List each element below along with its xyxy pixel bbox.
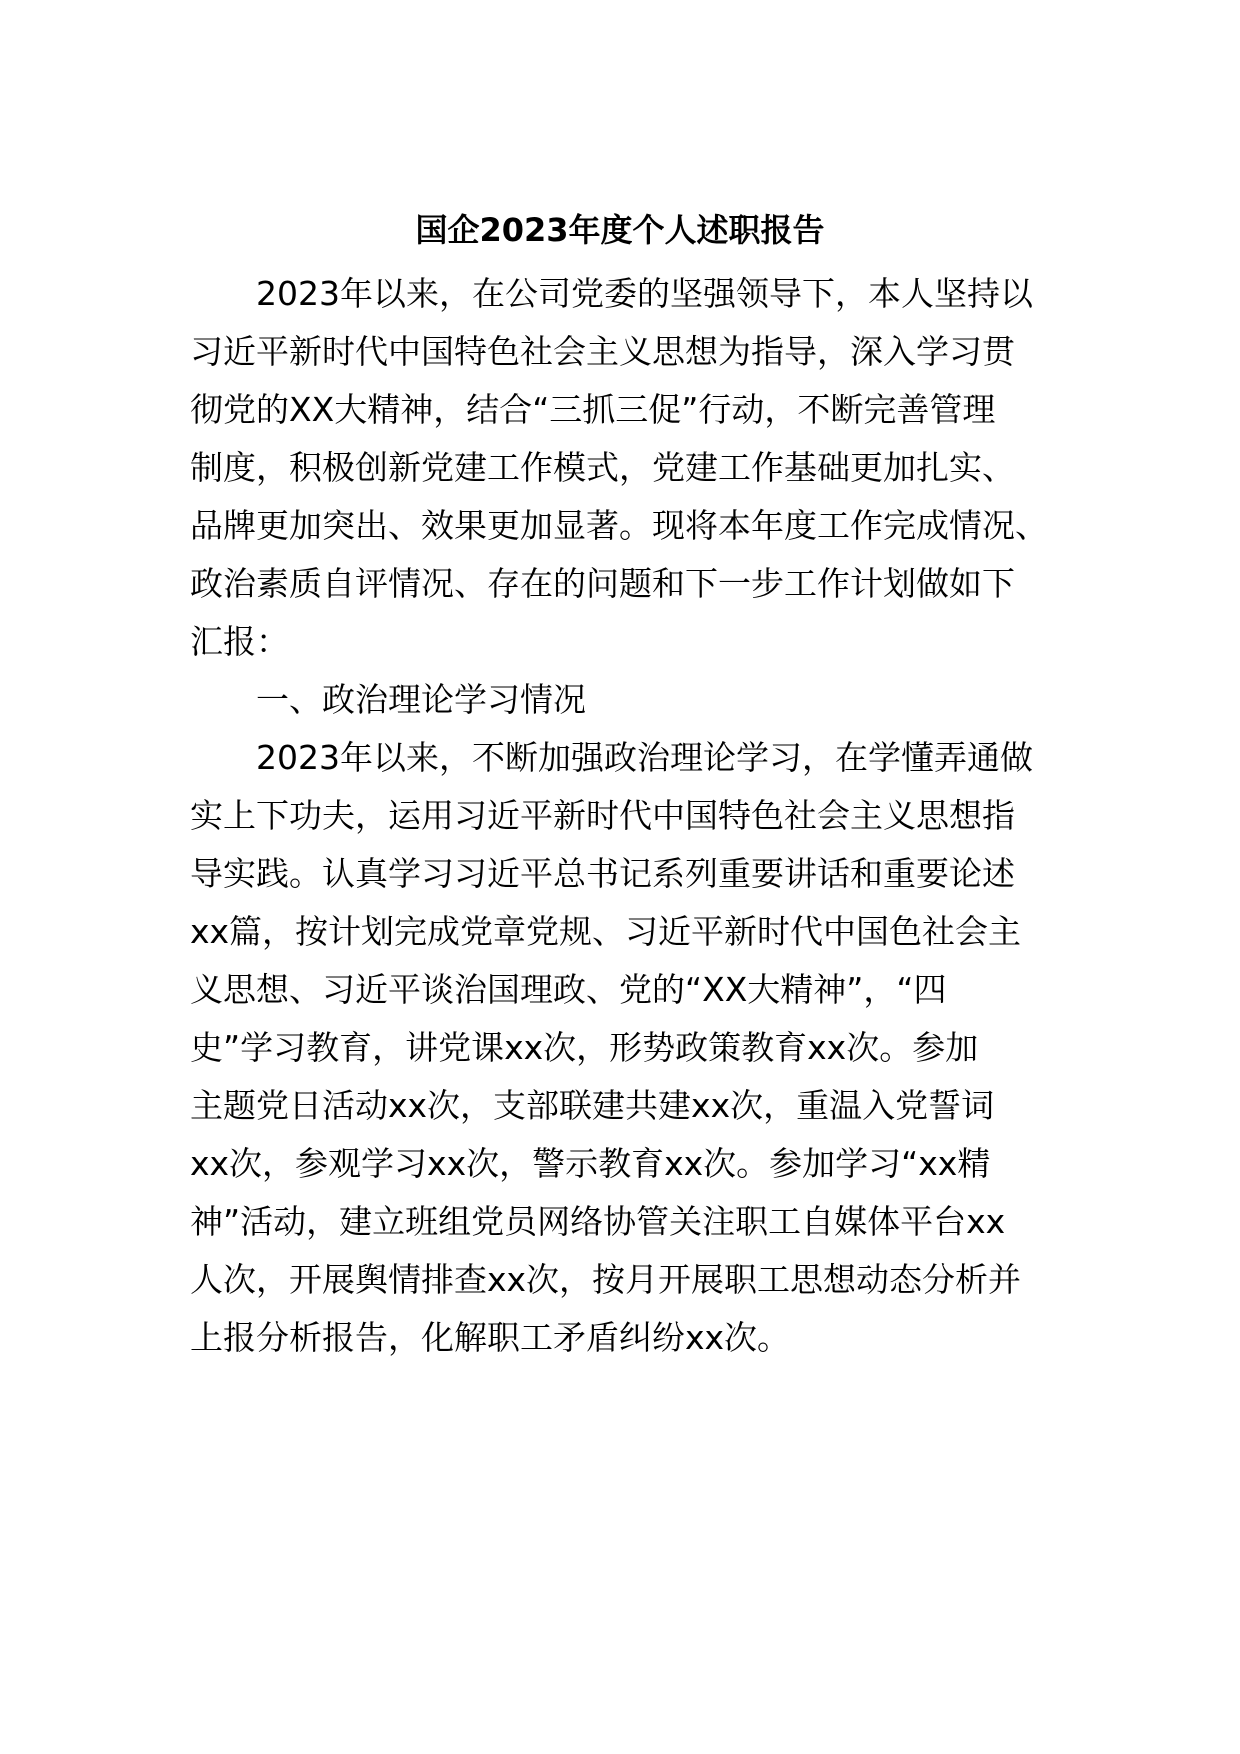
paragraph-line: 上报分析报告，化解职工矛盾纠纷xx次。 xyxy=(190,1318,791,1357)
paragraph-line: 实上下功夫，运用习近平新时代中国特色社会主义思想指 xyxy=(190,796,1015,835)
paragraph-line: 品牌更加突出、效果更加显著。现将本年度工作完成情况、 xyxy=(190,506,1048,545)
paragraph-line: 彻党的XX大精神，结合“三抓三促”行动，不断完善管理 xyxy=(190,390,996,429)
paragraph-line: 义思想、习近平谈治国理政、党的“XX大精神”，“四 xyxy=(190,970,947,1009)
paragraph-line: 史”学习教育，讲党课xx次，形势政策教育xx次。参加 xyxy=(190,1028,979,1067)
paragraph-line: xx次，参观学习xx次，警示教育xx次。参加学习“xx精 xyxy=(190,1144,991,1183)
paragraph-line: 2023年以来，在公司党委的坚强领导下，本人坚持以 xyxy=(256,274,1033,313)
paragraph-line: 汇报： xyxy=(190,622,289,661)
paragraph-line: 2023年以来，不断加强政治理论学习，在学懂弄通做 xyxy=(256,738,1033,777)
paragraph-line: 习近平新时代中国特色社会主义思想为指导，深入学习贯 xyxy=(190,332,1015,371)
paragraph-line: 制度，积极创新党建工作模式，党建工作基础更加扎实、 xyxy=(190,448,1015,487)
paragraph-line: 人次，开展舆情排查xx次，按月开展职工思想动态分析并 xyxy=(190,1260,1022,1299)
section-heading: 一、政治理论学习情况 xyxy=(256,680,586,719)
paragraph-line: 神”活动，建立班组党员网络协管关注职工自媒体平台xx xyxy=(190,1202,1006,1241)
paragraph-line: 主题党日活动xx次，支部联建共建xx次，重温入党誓词 xyxy=(190,1086,995,1125)
paragraph-line: 政治素质自评情况、存在的问题和下一步工作计划做如下 xyxy=(190,564,1015,603)
page-title: 国企2023年度个人述职报告 xyxy=(415,211,825,249)
paragraph-line: 导实践。认真学习习近平总书记系列重要讲话和重要论述 xyxy=(190,854,1015,893)
paragraph-line: xx篇，按计划完成党章党规、习近平新时代中国色社会主 xyxy=(190,912,1022,951)
